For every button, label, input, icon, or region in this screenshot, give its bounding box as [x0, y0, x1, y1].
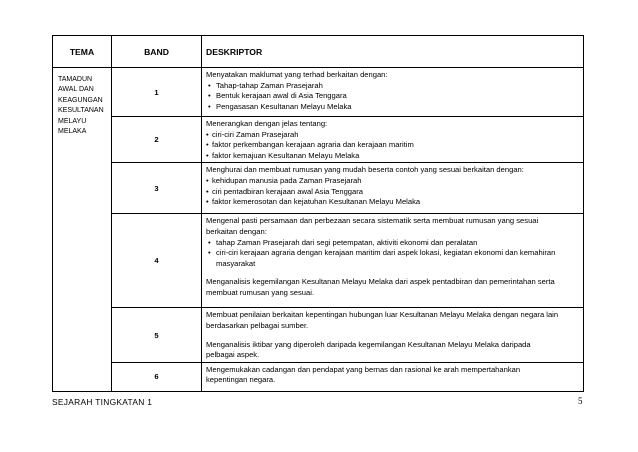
footer-title: SEJARAH TINGKATAN 1 [52, 397, 153, 407]
descriptor-cell [202, 163, 584, 214]
descriptor-bullet: • ciri-ciri kerajaan agraria dengan kerajaan maritim dari aspek lokasi, kegiatan ekonomi dan kemahiran [206, 248, 579, 259]
descriptor-bullet: • faktor kemerosotan dan kejatuhan Kesultanan Melayu Melaka [206, 197, 579, 208]
descriptor-intro: Menyatakan maklumat yang terhad berkaitan dengan: [206, 70, 388, 79]
tema-line: MELAYU [58, 117, 87, 125]
band-cell: 6 [112, 362, 202, 391]
descriptor-cell [202, 117, 584, 163]
table-row [53, 214, 584, 308]
band-cell: 1 [112, 68, 202, 117]
table-row [53, 117, 584, 163]
descriptor-bullet: • faktor kemajuan Kesultanan Melayu Melaka [206, 151, 579, 162]
descriptor-bullet: • Bentuk kerajaan awal di Asia Tenggara [206, 91, 579, 102]
header-row [53, 36, 584, 68]
band-cell: 4 [112, 214, 202, 308]
descriptor-paragraph: Menganalisis kegemilangan Kesultanan Melayu Melaka dari aspek pentadbiran dan pemerintahan serta [206, 277, 555, 287]
descriptor-bullet: • faktor perkembangan kerajaan agraria dan kerajaan maritim [206, 140, 579, 151]
descriptor-bullet: • Pengasasan Kesultanan Melayu Melaka [206, 102, 579, 113]
header-tema: TEMA [53, 36, 112, 68]
descriptor-intro: berkaitan dengan: [206, 226, 267, 236]
rubric-table [52, 35, 584, 392]
tema-cell [53, 68, 112, 392]
descriptor-bullet: • ciri-ciri Zaman Prasejarah [206, 130, 579, 141]
descriptor-paragraph: membuat rumusan yang sesuai. [206, 287, 315, 297]
descriptor-bullet: • ciri pentadbiran kerajaan awal Asia Tenggara [206, 187, 579, 198]
tema-line: KESULTANAN [58, 107, 104, 115]
descriptor-intro: Menerangkan dengan jelas tentang: [206, 119, 328, 128]
descriptor-paragraph: kepentingan negara. [206, 375, 276, 385]
page-number: 5 [578, 396, 583, 406]
descriptor-bullet: • tahap Zaman Prasejarah dari segi petempatan, aktiviti ekonomi dan peralatan [206, 238, 579, 249]
descriptor-paragraph: Mengemukakan cadangan dan pendapat yang bernas dan rasional ke arah mempertahankan [206, 364, 521, 374]
tema-line: AWAL DAN [58, 86, 94, 94]
tema-line: KEAGUNGAN [58, 96, 103, 104]
descriptor-cell [202, 214, 584, 308]
descriptor-paragraph: Menganalisis iktibar yang diperoleh daripada kegemilangan Kesultanan Melayu Melaka daripada [206, 339, 531, 349]
table-row [53, 362, 584, 391]
band-cell: 3 [112, 163, 202, 214]
descriptor-intro: Menghurai dan membuat rumusan yang mudah beserta contoh yang sesuai berkaitan dengan: [206, 165, 524, 175]
descriptor-intro: Mengenal pasti persamaan dan perbezaan secara sistematik serta membuat rumusan yang sesuai [206, 216, 539, 226]
descriptor-paragraph: berdasarkan pelbagai sumber. [206, 320, 309, 330]
header-descriptor: DESKRIPTOR [202, 36, 584, 68]
descriptor-cell [202, 68, 584, 117]
band-cell: 2 [112, 117, 202, 163]
band-cell: 5 [112, 308, 202, 362]
tema-line: TAMADUN [58, 76, 93, 83]
descriptor-bullet: • kehidupan manusia pada Zaman Prasejarah [206, 176, 579, 187]
table-row [53, 163, 584, 214]
header-band: BAND [112, 36, 202, 68]
descriptor-paragraph: pelbagai aspek. [206, 350, 260, 360]
descriptor-bullet-cont: masyarakat [216, 258, 256, 268]
descriptor-paragraph: Membuat penilaian berkaitan kepentingan hubungan luar Kesultanan Melayu Melaka dengan negara lain [206, 310, 559, 320]
descriptor-cell [202, 362, 584, 391]
tema-line: MELAKA [58, 128, 87, 136]
table-row [53, 308, 584, 362]
descriptor-cell [202, 308, 584, 362]
table-row [53, 68, 584, 117]
descriptor-bullet: • Tahap-tahap Zaman Prasejarah [206, 81, 579, 92]
